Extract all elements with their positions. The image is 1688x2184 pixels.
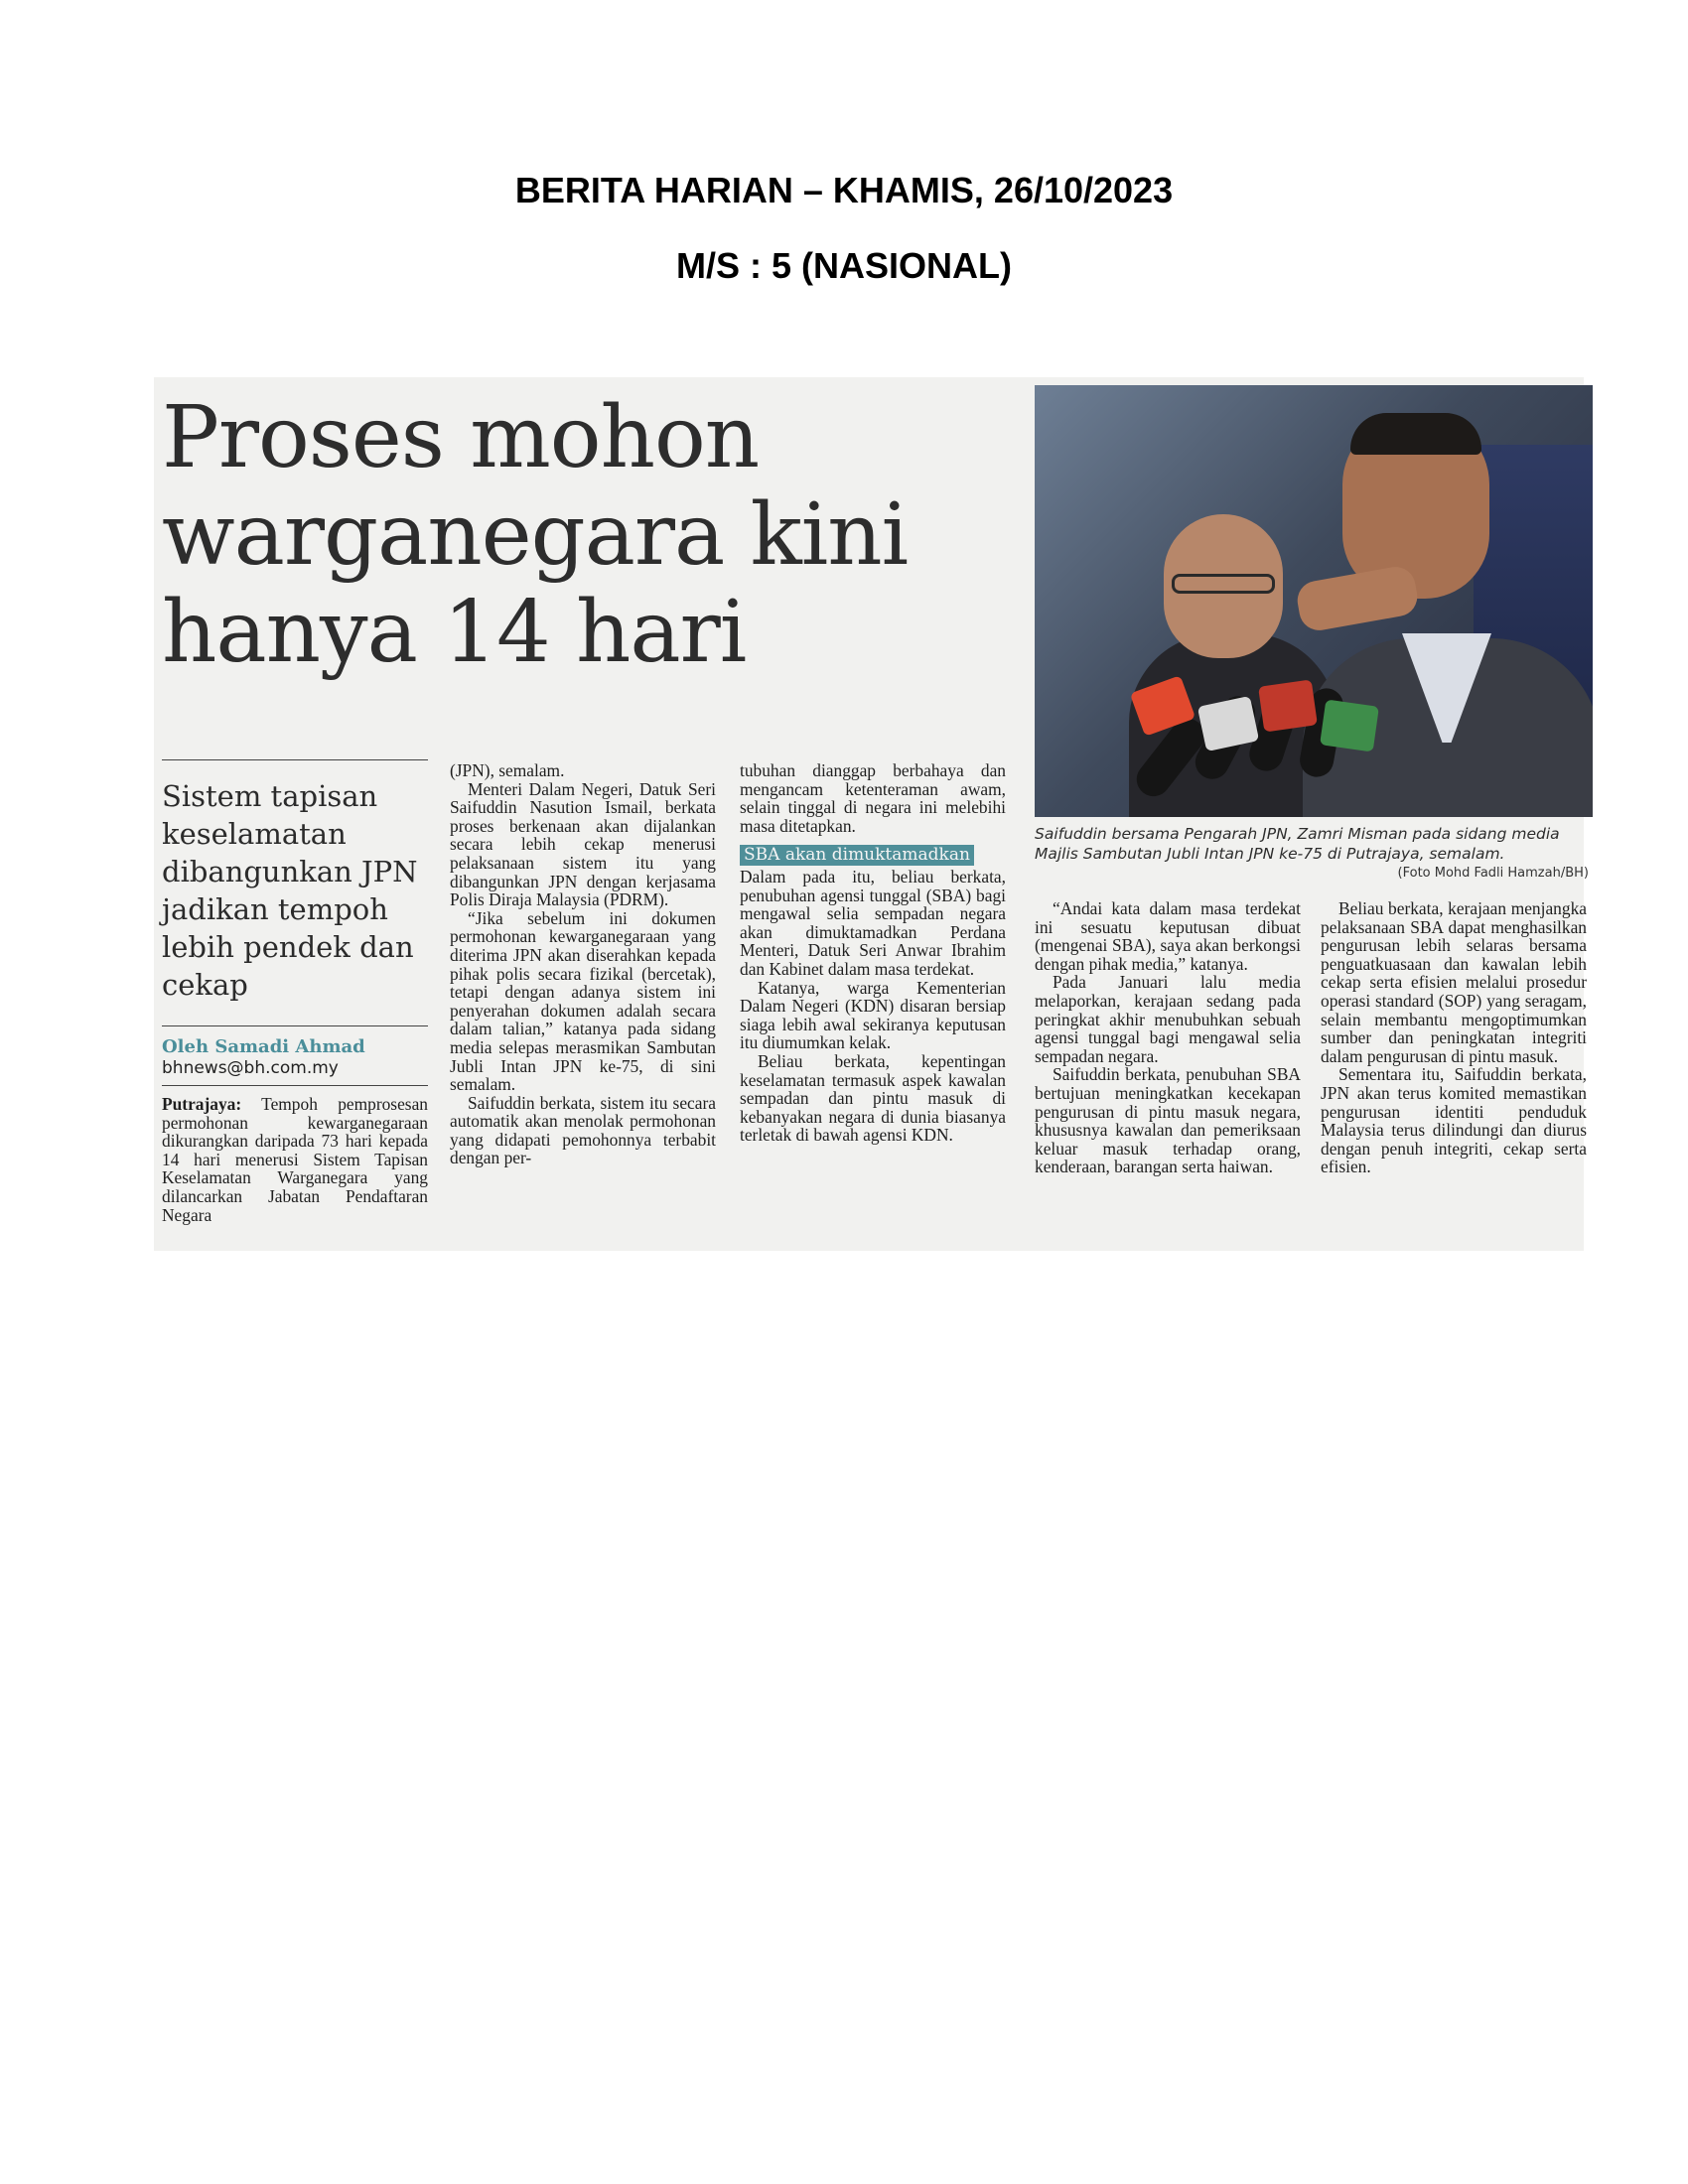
photo-credit: (Foto Mohd Fadli Hamzah/BH) (1397, 866, 1589, 881)
hair (1350, 413, 1481, 455)
article-headline: Proses mohon warganegara kini hanya 14 hari (162, 388, 909, 682)
byline-email: bhnews@bh.com.my (162, 1058, 339, 1078)
article-column-1 (162, 1095, 428, 1224)
lead-text: Tempoh pemprosesan permohonan kewarganegaraan dikurangkan daripada 73 hari kepada 14 hari menerusi Sistem Tapisan Keselamatan Warganegara yang dilancarkan Jabatan Pendaftaran Negara (162, 1094, 428, 1225)
article-photo (1035, 385, 1593, 817)
kicker-rule-top (162, 759, 428, 760)
byline-rule (162, 1025, 428, 1026)
dateline: Putrajaya: (162, 1094, 242, 1114)
article-kicker: Sistem tapisan keselamatan dibangunkan JPN jadikan tempoh lebih pendek dan cekap (162, 779, 418, 1002)
photo-caption: Saifuddin bersama Pengarah JPN, Zamri Misman pada sidang media Majlis Sambutan Jubli Intan JPN ke-75 di Putrajaya, semalam. (1035, 825, 1560, 863)
mic-flag (1258, 679, 1318, 732)
page-header-date: BERITA HARIAN – KHAMIS, 26/10/2023 (514, 170, 1174, 210)
mic-flag (1320, 699, 1379, 751)
section-subhead: SBA akan dimuktamadkan (740, 845, 974, 866)
paragraph: “Andai kata dalam masa terdekat ini sesuatu keputusan dibuat (mengenai SBA), saya akan berkongsi dengan pihak media,” katanya. (1035, 898, 1301, 974)
paragraph: Beliau berkata, kepentingan keselamatan termasuk aspek kawalan sempadan dan pintu masuk di kebanyakan negara di dunia biasanya terletak di bawah agensi KDN. (740, 1050, 1006, 1146)
paragraph: Katanya, warga Kementerian Dalam Negeri (KDN) disaran bersiap siaga lebih awal sekiranya keputusan itu diumumkan kelak. (740, 977, 1006, 1053)
article-column-3 (740, 761, 1006, 1145)
paragraph: “Jika sebelum ini dokumen permohonan kewarganegaraan yang diterima JPN akan diserahkan kepada pihak polis secara fizikal (bercetak), tetapi dengan adanya sistem ini penyerahan dokumen adalah secara dalam talian,” katanya pada sidang media selepas merasmikan Sambutan Jubli Intan JPN ke-75, di sini semalam. (450, 907, 716, 1095)
lead-paragraph (162, 1095, 428, 1224)
article-column-5 (1321, 899, 1587, 1176)
paragraph: Pada Januari lalu media melaporkan, kerajaan sedang pada peringkat akhir menubuhkan sebuah agensi tunggal bagi mengawal selia sempadan negara. (1035, 972, 1301, 1066)
paragraph: Saifuddin berkata, penubuhan SBA bertujuan meningkatkan kecekapan pengurusan di pintu masuk negara, khususnya kawalan dan pemeriksaan keluar masuk terhadap orang, kenderaan, barangan serta haiwan. (1035, 1064, 1301, 1177)
article-column-4 (1035, 899, 1301, 1176)
paragraph: Beliau berkata, kerajaan menjangka pelaksanaan SBA dapat menghasilkan pengurusan lebih selaras bersama penguatkuasaan dan kawalan lebih cekap serta efisien melalui prosedur operasi standard (SOP) yang seragam, selain membantu mengoptimumkan sumber dan peningkatan integriti dalam pengurusan di pintu masuk. (1321, 898, 1587, 1066)
byline: Oleh Samadi Ahmad (162, 1036, 365, 1057)
page-header-section: M/S : 5 (NASIONAL) (676, 245, 1012, 286)
hand-gesture (1295, 564, 1421, 633)
article-column-2 (450, 761, 716, 1167)
glasses-icon (1172, 574, 1275, 594)
paragraph: Dalam pada itu, beliau berkata, penubuhan agensi tunggal (SBA) bagi mengawal selia sempadan negara akan dimuktamadkan Perdana Menteri, Datuk Seri Anwar Ibrahim dan Kabinet dalam masa terdekat. (740, 866, 1006, 979)
paragraph: tubuhan dianggap berbahaya dan mengancam ketenteraman awam, selain tinggal di negara ini melebihi masa ditetapkan. (740, 760, 1006, 836)
paragraph: Saifuddin berkata, sistem itu secara automatik akan menolak permohonan yang didapati pemohonnya terbabit dengan per- (450, 1092, 716, 1168)
paragraph: Menteri Dalam Negeri, Datuk Seri Saifuddin Nasution Ismail, berkata proses berkenaan akan dijalankan secara lebih cekap menerusi pelaksanaan sistem itu yang dibangunkan JPN dengan kerjasama Polis Diraja Malaysia (PDRM). (450, 778, 716, 910)
paragraph: Sementara itu, Saifuddin berkata, JPN akan terus komited memastikan pengurusan identiti penduduk Malaysia terus dilindungi dan diurus dengan penuh integriti, cekap serta efisien. (1321, 1064, 1587, 1177)
paragraph: (JPN), semalam. (450, 760, 565, 780)
body-rule (162, 1085, 428, 1086)
